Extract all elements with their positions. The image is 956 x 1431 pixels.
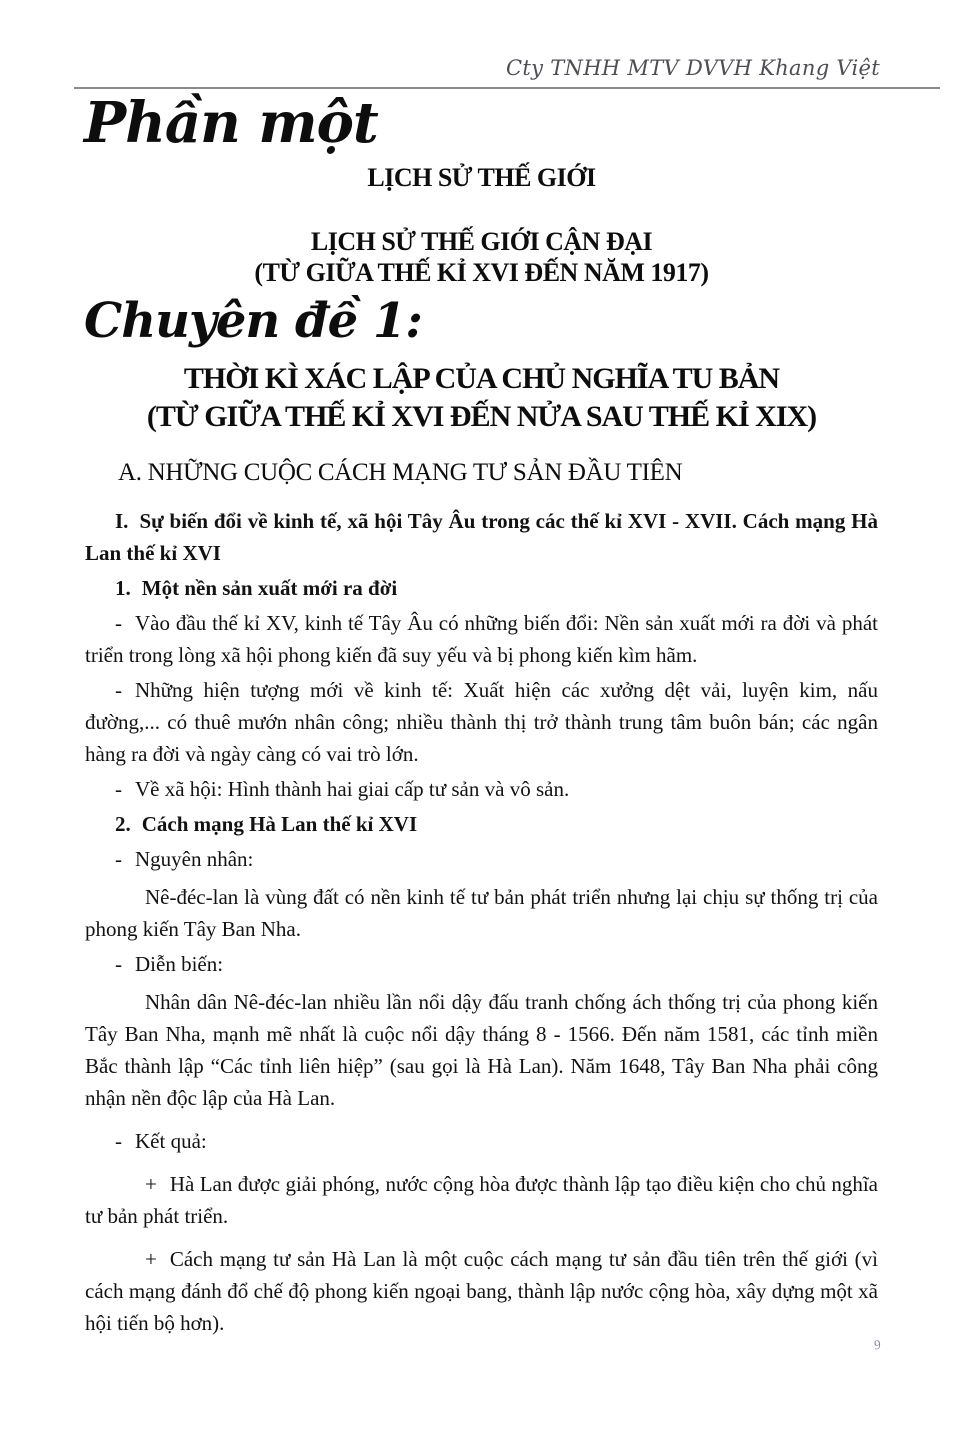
paragraph-text: Nhân dân Nê-đéc-lan nhiều lần nổi dậy đấu tranh chống ách thống trị của phong kiến Tây Ban Nha, mạnh mẽ nhất là cuộc nổi dậy tháng 8 - 1566. Đến năm 1581, các tỉnh miền Bắc thành lập “Các tỉnh liên hiệp” (sau gọi là Hà Lan). Năm 1648, Tây Ban Nha phải công nhận nền độc lập của Hà Lan. <box>85 990 878 1110</box>
list-marker: 2. <box>115 812 131 836</box>
body-paragraph <box>85 948 878 980</box>
topic-title-line1: THỜI KÌ XÁC LẬP CỦA CHỦ NGHĨA TU BẢN <box>183 362 780 395</box>
heading-paragraph <box>85 572 878 604</box>
body-blocks <box>85 502 878 1342</box>
body-paragraph <box>85 1168 878 1232</box>
list-marker: - <box>115 611 122 635</box>
body-paragraph <box>85 773 878 805</box>
list-marker: 1. <box>115 576 131 600</box>
list-marker: + <box>145 1247 157 1271</box>
body-paragraph <box>85 986 878 1114</box>
running-header: Cty TNHH MTV DVVH Khang Việt <box>505 56 880 80</box>
paragraph-text: Cách mạng Hà Lan thế kỉ XVI <box>141 812 418 836</box>
paragraph-text: Hà Lan được giải phóng, nước cộng hòa được thành lập tạo điều kiện cho chủ nghĩa tư bản phát triển. <box>85 1172 878 1228</box>
paragraph-text: Về xã hội: Hình thành hai giai cấp tư sản và vô sản. <box>135 777 570 801</box>
list-marker: - <box>115 1129 122 1153</box>
paragraph-text: Nê-đéc-lan là vùng đất có nền kinh tế tư bản phát triển nhưng lại chịu sự thống trị của phong kiến Tây Ban Nha. <box>85 885 878 941</box>
body-paragraph <box>85 881 878 945</box>
list-marker: - <box>115 847 122 871</box>
list-marker: + <box>145 1172 157 1196</box>
page-number-mark: 9 <box>871 1336 882 1353</box>
list-marker: - <box>115 678 122 702</box>
section-title-line2: (TỪ GIỮA THẾ KỈ XVI ĐẾN NĂM 1917) <box>254 258 709 287</box>
topic-label: Chuyên đề 1: <box>84 293 422 349</box>
section-title-world-history: LỊCH SỬ THẾ GIỚI <box>367 163 596 192</box>
body-paragraph <box>85 1243 878 1339</box>
part-title: Phần một <box>84 90 378 156</box>
section-title-modern-history <box>85 226 878 288</box>
body-paragraph <box>85 843 878 875</box>
body-paragraph <box>85 1125 878 1157</box>
heading-a-bourgeois-revolutions: A. NHỮNG CUỘC CÁCH MẠNG TƯ SẢN ĐẦU TIÊN <box>118 459 683 486</box>
heading-paragraph <box>85 808 878 840</box>
section-title-line1: LỊCH SỬ THẾ GIỚI CẬN ĐẠI <box>310 227 653 256</box>
body-paragraph <box>85 674 878 770</box>
paragraph-text: Vào đầu thế kỉ XV, kinh tế Tây Âu có những biến đổi: Nền sản xuất mới ra đời và phát triển trong lòng xã hội phong kiến đã suy yếu và bị phong kiến kìm hãm. <box>85 611 878 667</box>
body-paragraph <box>85 607 878 671</box>
topic-title <box>85 360 878 436</box>
list-marker: - <box>115 952 122 976</box>
paragraph-text: Cách mạng tư sản Hà Lan là một cuộc cách mạng tư sản đầu tiên trên thế giới (vì cách mạng đánh đổ chế độ phong kiến ngoại bang, thành lập nước cộng hòa, xây dựng một xã hội tiến bộ hơn). <box>85 1247 878 1335</box>
paragraph-text: Một nền sản xuất mới ra đời <box>141 576 398 600</box>
header-rule <box>74 87 940 89</box>
paragraph-text: Nguyên nhân: <box>135 847 254 871</box>
paragraph-text: Những hiện tượng mới về kinh tế: Xuất hiện các xưởng dệt vải, luyện kim, nấu đường,... có thuê mướn nhân công; nhiều thành thị trở thành trung tâm buôn bán; các ngân hàng ra đời và ngày càng có vai trò lớn. <box>85 678 878 766</box>
list-marker: - <box>115 777 122 801</box>
paragraph-text: Kết quả: <box>135 1129 207 1153</box>
paragraph-text: Sự biến đổi về kinh tế, xã hội Tây Âu trong các thế kỉ XVI - XVII. Cách mạng Hà Lan thế kỉ XVI <box>85 509 878 565</box>
paragraph-text: Diễn biến: <box>135 952 224 976</box>
topic-title-line2: (TỪ GIỮA THẾ KỈ XVI ĐẾN NỬA SAU THẾ KỈ XIX) <box>146 400 817 433</box>
list-marker: I. <box>115 509 129 533</box>
heading-paragraph <box>85 505 878 569</box>
